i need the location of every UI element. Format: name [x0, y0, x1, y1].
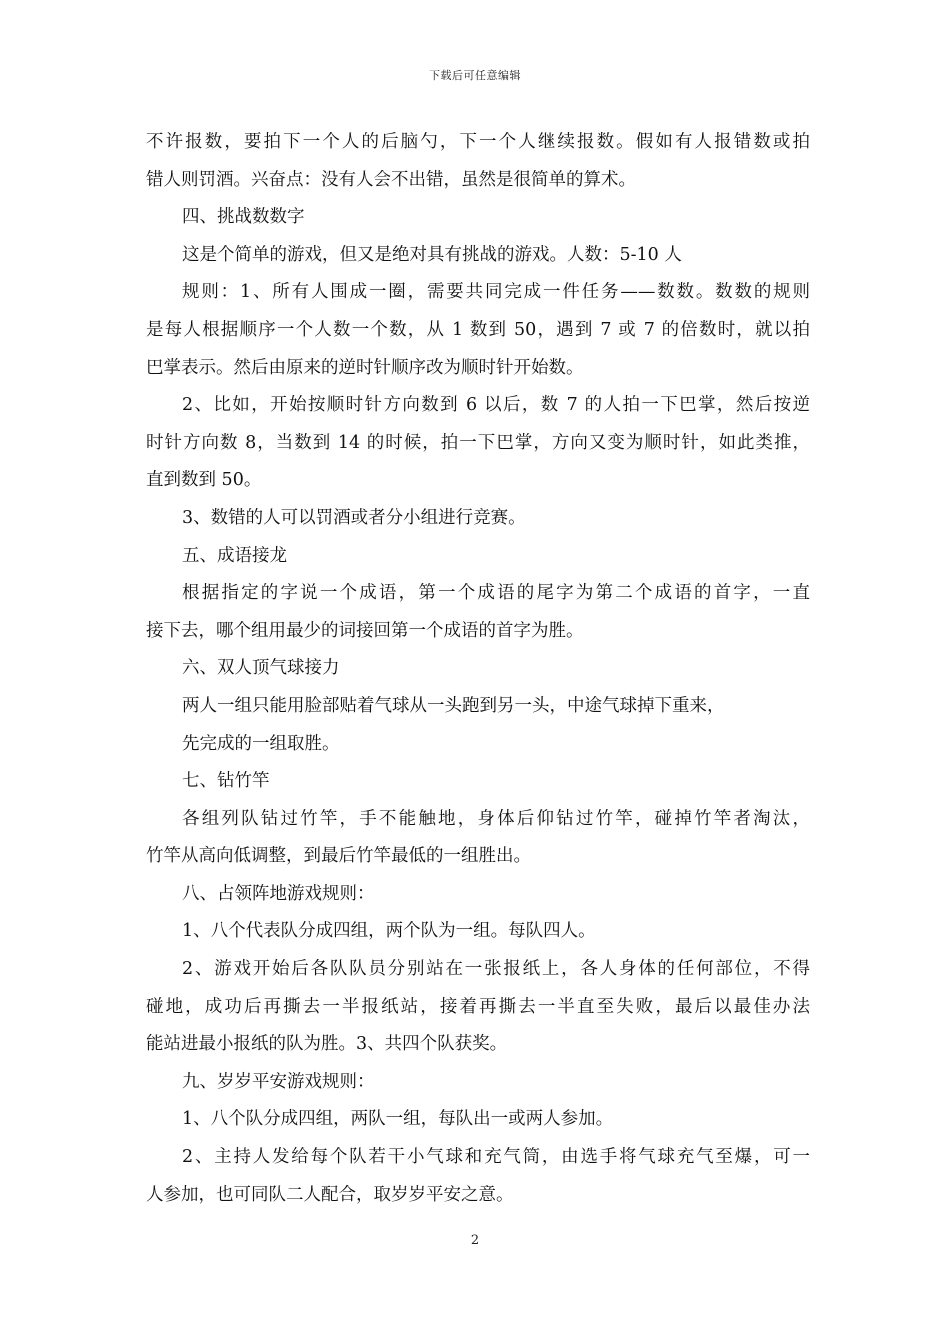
- page-header: 下载后可任意编辑: [429, 69, 521, 82]
- text-line: 六、双人顶气球接力: [182, 658, 340, 679]
- text-line: 五、成语接龙: [182, 545, 287, 566]
- text-line: 各组列队钻过竹竿，手不能触地，身体后仰钻过竹竿，碰掉竹竿者淘汰，: [182, 808, 810, 829]
- text-line: 规则：1、所有人围成一圈，需要共同完成一件任务——数数。数数的规则: [182, 282, 810, 303]
- text-line: 不许报数，要拍下一个人的后脑勺，下一个人继续报数。假如有人报错数或拍: [146, 132, 810, 152]
- text-line: 2、比如，开始按顺时针方向数到 6 以后，数 7 的人拍一下巴掌，然后按逆: [182, 395, 810, 416]
- text-line: 能站进最小报纸的队为胜。3、共四个队获奖。: [146, 1034, 508, 1055]
- text-line: 时针方向数 8，当数到 14 的时候，拍一下巴掌，方向又变为顺时针，如此类推，: [146, 432, 810, 453]
- text-line: 2、主持人发给每个队若干小气球和充气筒，由选手将气球充气至爆，可一: [182, 1147, 810, 1168]
- text-line: 接下去，哪个组用最少的词接回第一个成语的首字为胜。: [146, 620, 584, 641]
- text-line: 1、八个代表队分成四组，两个队为一组。每队四人。: [182, 921, 596, 942]
- page-number: 2: [470, 1233, 480, 1248]
- text-line: 两人一组只能用脸部贴着气球从一头跑到另一头，中途气球掉下重来，: [182, 695, 725, 716]
- text-line: 是每人根据顺序一个人数一个数，从 1 数到 50，遇到 7 或 7 的倍数时，就以拍: [146, 319, 810, 340]
- text-line: 根据指定的字说一个成语，第一个成语的尾字为第二个成语的首字，一直: [182, 583, 810, 604]
- text-line: 竹竿从高向低调整，到最后竹竿最低的一组胜出。: [146, 846, 531, 867]
- text-line: 七、钻竹竿: [182, 771, 270, 792]
- text-line: 八、占领阵地游戏规则：: [182, 883, 375, 904]
- text-line: 人参加，也可同队二人配合，取岁岁平安之意。: [146, 1184, 514, 1205]
- text-line: 这是个简单的游戏，但又是绝对具有挑战的游戏。人数：5-10 人: [182, 244, 682, 265]
- text-line: 2、游戏开始后各队队员分别站在一张报纸上，各人身体的任何部位，不得: [182, 959, 810, 980]
- text-line: 九、岁岁平安游戏规则：: [182, 1071, 375, 1092]
- text-line: 先完成的一组取胜。: [182, 733, 340, 754]
- text-line: 错人则罚酒。兴奋点：没有人会不出错，虽然是很简单的算术。: [146, 169, 636, 190]
- text-line: 1、八个队分成四组，两队一组，每队出一或两人参加。: [182, 1109, 614, 1130]
- text-line: 直到数到 50。: [146, 470, 262, 491]
- text-line: 四、挑战数数字: [182, 207, 305, 228]
- text-line: 3、数错的人可以罚酒或者分小组进行竞赛。: [182, 507, 526, 528]
- body-text: [146, 124, 810, 1214]
- text-line: 巴掌表示。然后由原来的逆时针顺序改为顺时针开始数。: [146, 357, 584, 378]
- text-line: 碰地，成功后再撕去一半报纸站，接着再撕去一半直至失败，最后以最佳办法: [146, 996, 810, 1017]
